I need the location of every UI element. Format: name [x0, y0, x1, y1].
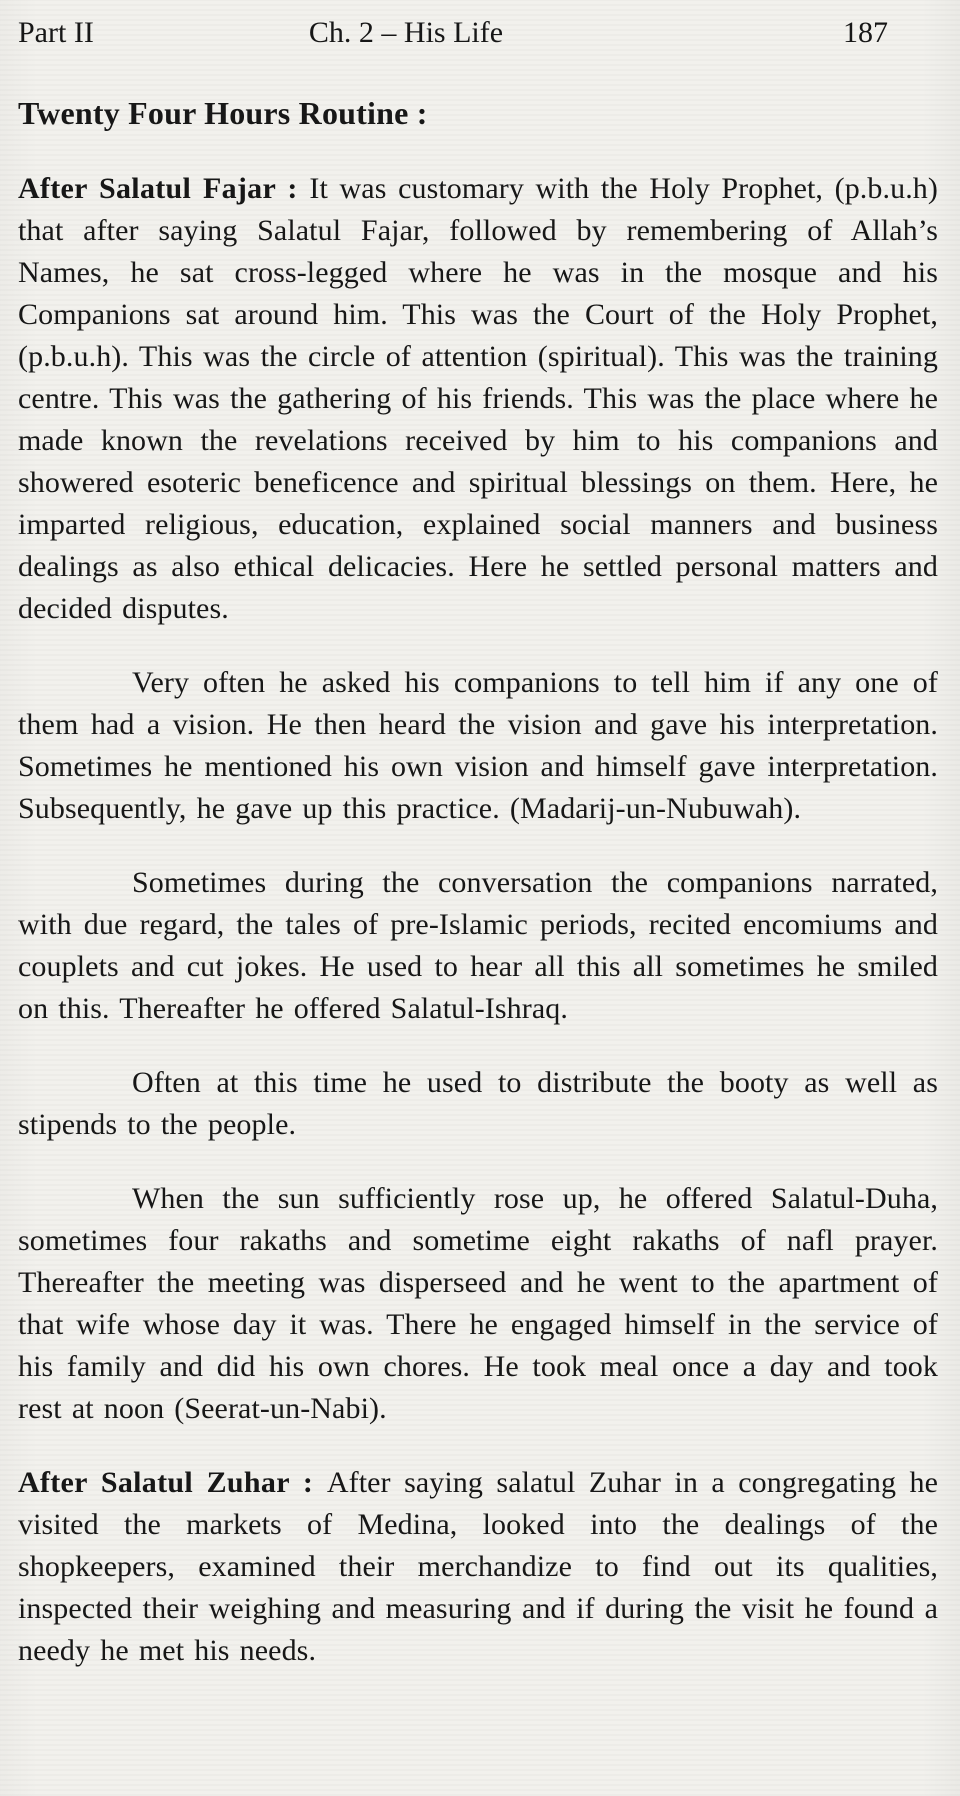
paragraph: Often at this time he used to distribute the booty as well as stipends to the people.: [18, 1066, 938, 1141]
paragraph: Sometimes during the conversation the companions narrated, with due regard, the tales of pre-Islamic periods, recited encomiums and couplets and cut jokes. He used to hear all this all sometimes he smiled on this. Thereafter he offered Salatul-Ishraq.: [18, 866, 938, 1025]
section-heading: Twenty Four Hours Routine :: [18, 95, 428, 131]
paragraph-lead: After Salatul Zuhar :: [18, 1466, 327, 1499]
paragraph: When the sun sufficiently rose up, he offered Salatul-Duha, sometimes four rakaths and sometime eight rakaths of nafl prayer. Thereafter the meeting was disperseed and he went to the apartment of that wife whose day it was. There he engaged himself in the service of his family and did his own chores. He took meal once a day and took rest at noon (Seerat-un-Nabi).: [18, 1182, 938, 1425]
header-part-label: Part II: [18, 16, 94, 49]
paragraph: Very often he asked his companions to tell him if any one of them had a vision. He then heard the vision and gave his interpretation. Sometimes he mentioned his own vision and himself gave interpretation. Subsequently, he gave up this practice. (Madarij-un-Nubuwah).: [18, 666, 938, 825]
running-header: [18, 12, 938, 56]
paragraph-lead: After Salatul Fajar :: [18, 172, 310, 205]
paragraph: After Salatul Fajar : It was customary with the Holy Prophet, (p.b.u.h) that after saying Salatul Fajar, followed by remembering of Allah’s Names, he sat cross-legged where he was in the mosque and his Companions sat around him. This was the Court of the Holy Prophet, (p.b.u.h). This was the circle of attention (spiritual). This was the training centre. This was the gathering of his friends. This was the place where he made known the revelations received by him to his companions and showered esoteric beneficence and spiritual blessings on them. Here, he imparted religious, education, explained social manners and business dealings as also ethical delicacies. Here he settled personal matters and decided disputes.: [18, 172, 938, 625]
paragraph: After Salatul Zuhar : After saying salatul Zuhar in a congregating he visited the markets of Medina, looked into the dealings of the shopkeepers, examined their merchandize to find out its qualities, inspected their weighing and measuring and if during the visit he found a needy he met his needs.: [18, 1466, 938, 1667]
header-chapter-title: Ch. 2 – His Life: [308, 16, 504, 49]
page-body: [18, 168, 938, 1672]
page-number: 187: [843, 16, 888, 49]
